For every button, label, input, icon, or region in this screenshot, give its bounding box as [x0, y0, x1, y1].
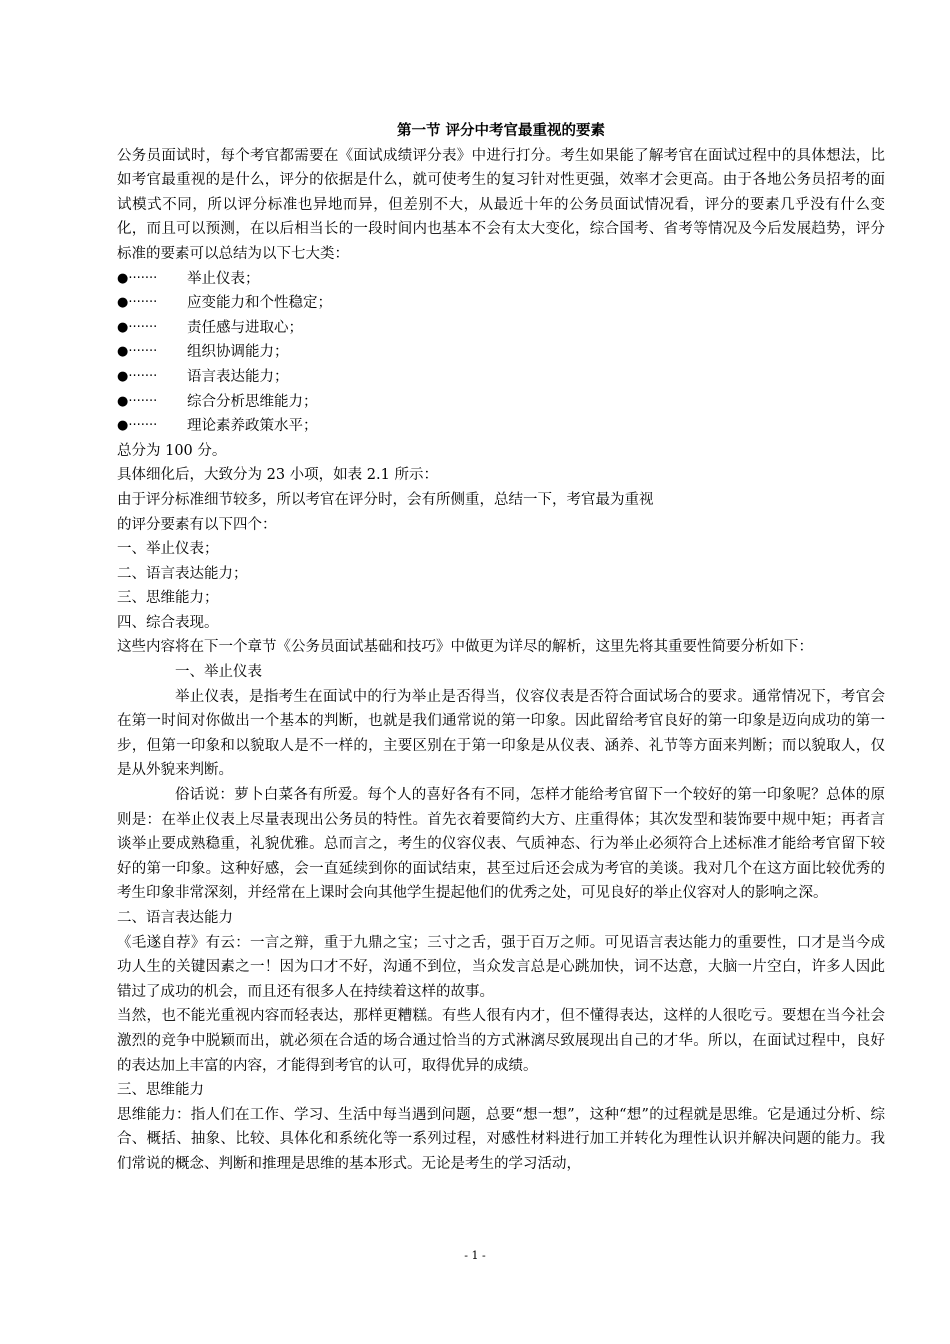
list-item-text: 举止仪表； — [187, 270, 260, 287]
list-item-text: 应变能力和个性稳定； — [187, 295, 332, 312]
page-number: - 1 - — [464, 1249, 486, 1262]
list-item — [117, 267, 885, 292]
list-item — [117, 291, 885, 316]
bullet-list — [117, 267, 885, 439]
bullet-icon: ●······· — [117, 344, 158, 360]
list-item — [117, 414, 885, 439]
page-title: 第一节 评分中考官最重视的要素 — [396, 123, 606, 139]
bullet-icon: ●······· — [117, 418, 158, 434]
key-item: 一、举止仪表； — [117, 541, 219, 558]
list-item-text: 理论素养政策水平； — [187, 418, 318, 435]
list-item-text: 组织协调能力； — [187, 344, 289, 361]
bullet-icon: ●······· — [117, 393, 158, 409]
list-item — [117, 365, 885, 390]
bullet-icon: ●······· — [117, 270, 158, 286]
list-item-text: 责任感与进取心； — [187, 319, 303, 336]
bullet-icon: ●······· — [117, 295, 158, 311]
bullet-icon: ●······· — [117, 319, 158, 335]
appearance-paragraph: 举止仪表，是指考生在面试中的行为举止是否得当，仪容仪表是否符合面试场合的要求。通常情况下，考官会在第一时间对你做出一个基本的判断，也就是我们通常说的第一印象。因此留给考官良好的第一印象是迈向成功的第一步，但第一印象和以貌取人是不一样的，主要区别在于第一印象是从仪表、涵养、礼节等方面来判断；而以貌取人，仅是从外貌来判断。 — [117, 688, 885, 779]
emphasis-line: 由于评分标准细节较多，所以考官在评分时，会有所侧重，总结一下，考官最为重视 — [117, 491, 654, 508]
thinking-paragraph: 思维能力：指人们在工作、学习、生活中每当遇到问题，总要“想一想”，这种“想”的过程就是思维。它是通过分析、综合、概括、抽象、比较、具体化和系统化等一系列过程，对感性材料进行加工并转化为理性认识并解决问题的能力。我们常说的概念、判断和推理是思维的基本形式。无论是考生的学习活动， — [117, 1106, 885, 1172]
total-score-line: 总分为 100 分。 — [117, 442, 227, 459]
section-heading-appearance: 一、举止仪表 — [175, 664, 262, 681]
list-item — [117, 316, 885, 341]
emphasis-line-continued: 的评分要素有以下四个： — [117, 516, 277, 533]
list-item — [117, 340, 885, 365]
key-item: 二、语言表达能力； — [117, 565, 248, 582]
document-body — [117, 119, 885, 1177]
list-item-text: 语言表达能力； — [187, 368, 289, 385]
bullet-icon: ●······· — [117, 368, 158, 384]
language-paragraph: 当然，也不能光重视内容而轻表达，那样更糟糕。有些人很有内才，但不懂得表达，这样的人很吃亏。要想在当今社会激烈的竞争中脱颖而出，就必须在合适的场合通过恰当的方式淋漓尽致展现出自己的才华。所以，在面试过程中，良好的表达加上丰富的内容，才能得到考官的认可，取得优异的成绩。 — [117, 1008, 885, 1074]
section-heading-thinking: 三、思维能力 — [117, 1082, 204, 1099]
preview-paragraph: 这些内容将在下一个章节《公务员面试基础和技巧》中做更为详尽的解析，这里先将其重要性简要分析如下： — [117, 639, 813, 656]
key-item: 四、综合表现。 — [117, 614, 219, 631]
list-item-text: 综合分析思维能力； — [187, 393, 318, 410]
list-item — [117, 390, 885, 415]
language-paragraph: 《毛遂自荐》有云：一言之辩，重于九鼎之宝；三寸之舌，强于百万之师。可见语言表达能力的重要性，口才是当今成功人生的关键因素之一！因为口才不好，沟通不到位，当众发言总是心跳加快，词不达意，大脑一片空白，许多人因此错过了成功的机会，而且还有很多人在持续着这样的故事。 — [117, 934, 885, 1000]
section-heading-language: 二、语言表达能力 — [117, 910, 233, 926]
detail-line: 具体细化后，大致分为 23 小项，如表 2.1 所示： — [117, 467, 438, 484]
key-item: 三、思维能力； — [117, 590, 219, 607]
appearance-paragraph: 俗话说：萝卜白菜各有所爱。每个人的喜好各有不同，怎样才能给考官留下一个较好的第一印象呢？总体的原则是：在举止仪表上尽量表现出公务员的特性。首先衣着要简约大方、庄重得体；其次发型和装饰要中规中矩；再者言谈举止要成熟稳重，礼貌优雅。总而言之，考生的仪容仪表、气质神态、行为举止必须符合上述标准才能给考官留下较好的第一印象。这种好感，会一直延续到你的面试结束，甚至过后还会成为考官的美谈。我对几个在这方面比较优秀的考生印象非常深刻，并经常在上课时会向其他学生提起他们的优秀之处，可见良好的举止仪容对人的影响之深。 — [117, 787, 885, 902]
intro-paragraph: 公务员面试时，每个考官都需要在《面试成绩评分表》中进行打分。考生如果能了解考官在面试过程中的具体想法，比如考官最重视的是什么，评分的依据是什么，就可使考生的复习针对性更强，效率才会更高。由于各地公务员招考的面试模式不同，所以评分标准也异地而异，但差别不大，从最近十年的公务员面试情况看，评分的要素几乎没有什么变化，而且可以预测，在以后相当长的一段时间内也基本不会有太大变化，综合国考、省考等情况及今后发展趋势，评分标准的要素可以总结为以下七大类： — [117, 147, 885, 262]
